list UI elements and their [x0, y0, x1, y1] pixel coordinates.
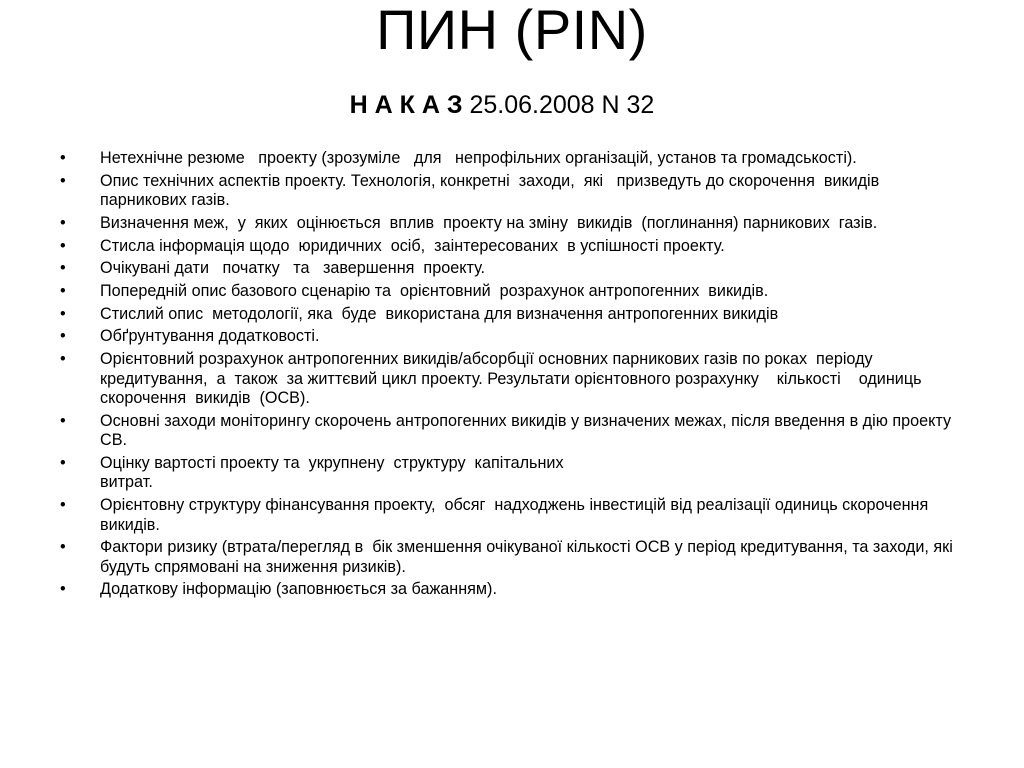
bullet-item [60, 496, 960, 535]
bullet-marker: • [60, 350, 66, 368]
subtitle-order-date-number: 25.06.2008 N 32 [462, 91, 655, 119]
bullet-marker: • [60, 496, 66, 515]
bullet-text: Опис технічних аспектів проекту. Технологія, конкретні заходи, які призведуть до скорочення викидів парникових газів. [100, 171, 884, 210]
bullet-text: Визначення меж, у яких оцінюється вплив проекту на зміну викидів (поглинання) парникових газів. [100, 213, 878, 232]
bullet-marker: • [60, 327, 66, 346]
bullet-text: Основні заходи моніторингу скорочень антропогенних викидів у визначених межах, після введення в дію проекту СВ. [100, 411, 956, 450]
slide-subtitle [0, 88, 1004, 122]
bullet-item [60, 538, 960, 577]
bullet-marker: • [60, 259, 66, 278]
bullet-item [60, 172, 960, 211]
bullet-text: Нетехнічне резюме проекту (зрозуміле для непрофільних організацій, установ та громадськості). [100, 149, 857, 167]
bullet-marker: • [60, 304, 66, 323]
bullet-item [60, 282, 960, 302]
bullet-item [60, 149, 960, 169]
bullet-text: Орієнтовний розрахунок антропогенних викидів/абсорбції основних парникових газів по роках періоду кредитування, а також за життєвий цикл проекту. Результати орієнтовного розрахунку кількості одиниць скорочення викидів (ОСВ). [100, 350, 927, 407]
bullet-item [60, 350, 960, 409]
bullet-marker: • [60, 281, 66, 300]
bullet-text: Стисла інформація щодо юридичних осіб, заінтересованих в успішності проекту. [100, 236, 725, 255]
bullet-text: Стислий опис методології, яка буде використана для визначення антропогенних викидів [100, 304, 779, 323]
bullet-text: Додаткову інформацію (заповнюється за бажанням). [100, 580, 497, 599]
bullet-marker: • [60, 236, 66, 255]
bullet-marker: • [60, 213, 66, 232]
bullet-marker: • [60, 411, 66, 430]
bullet-list [60, 149, 960, 603]
bullet-item [60, 237, 960, 257]
bullet-text: Попередній опис базового сценарію та орієнтовний розрахунок антропогенних викидів. [100, 281, 769, 300]
bullet-item [60, 259, 960, 279]
bullet-text: Очікувані дати початку та завершення проекту. [100, 259, 486, 278]
bullet-item [60, 214, 960, 234]
bullet-item [60, 454, 960, 493]
bullet-text: Обґрунтування додатковості. [100, 327, 320, 346]
bullet-marker: • [60, 580, 66, 599]
bullet-text: Орієнтовну структуру фінансування проекту, обсяг надходжень інвестицій від реалізації одиниць скорочення викидів. [100, 496, 938, 534]
bullet-item [60, 305, 960, 325]
bullet-marker: • [60, 171, 66, 190]
bullet-marker: • [60, 453, 66, 472]
bullet-item [60, 412, 960, 451]
bullet-item [60, 580, 960, 600]
bullet-marker: • [60, 538, 66, 557]
bullet-item [60, 327, 960, 347]
slide-title: ПИН (PIN) [376, 0, 648, 61]
bullet-text: Оцінку вартості проекту та укрупнену структуру капітальних витрат. [100, 453, 564, 492]
bullet-marker: • [60, 149, 66, 167]
bullet-text: Фактори ризику (втрата/перегляд в бік зменшення очікуваної кількості ОСВ у період кредитування, та заходи, які будуть спрямовані на зниження ризиків). [100, 538, 958, 576]
subtitle-order-label: Н А К А З [349, 91, 463, 119]
